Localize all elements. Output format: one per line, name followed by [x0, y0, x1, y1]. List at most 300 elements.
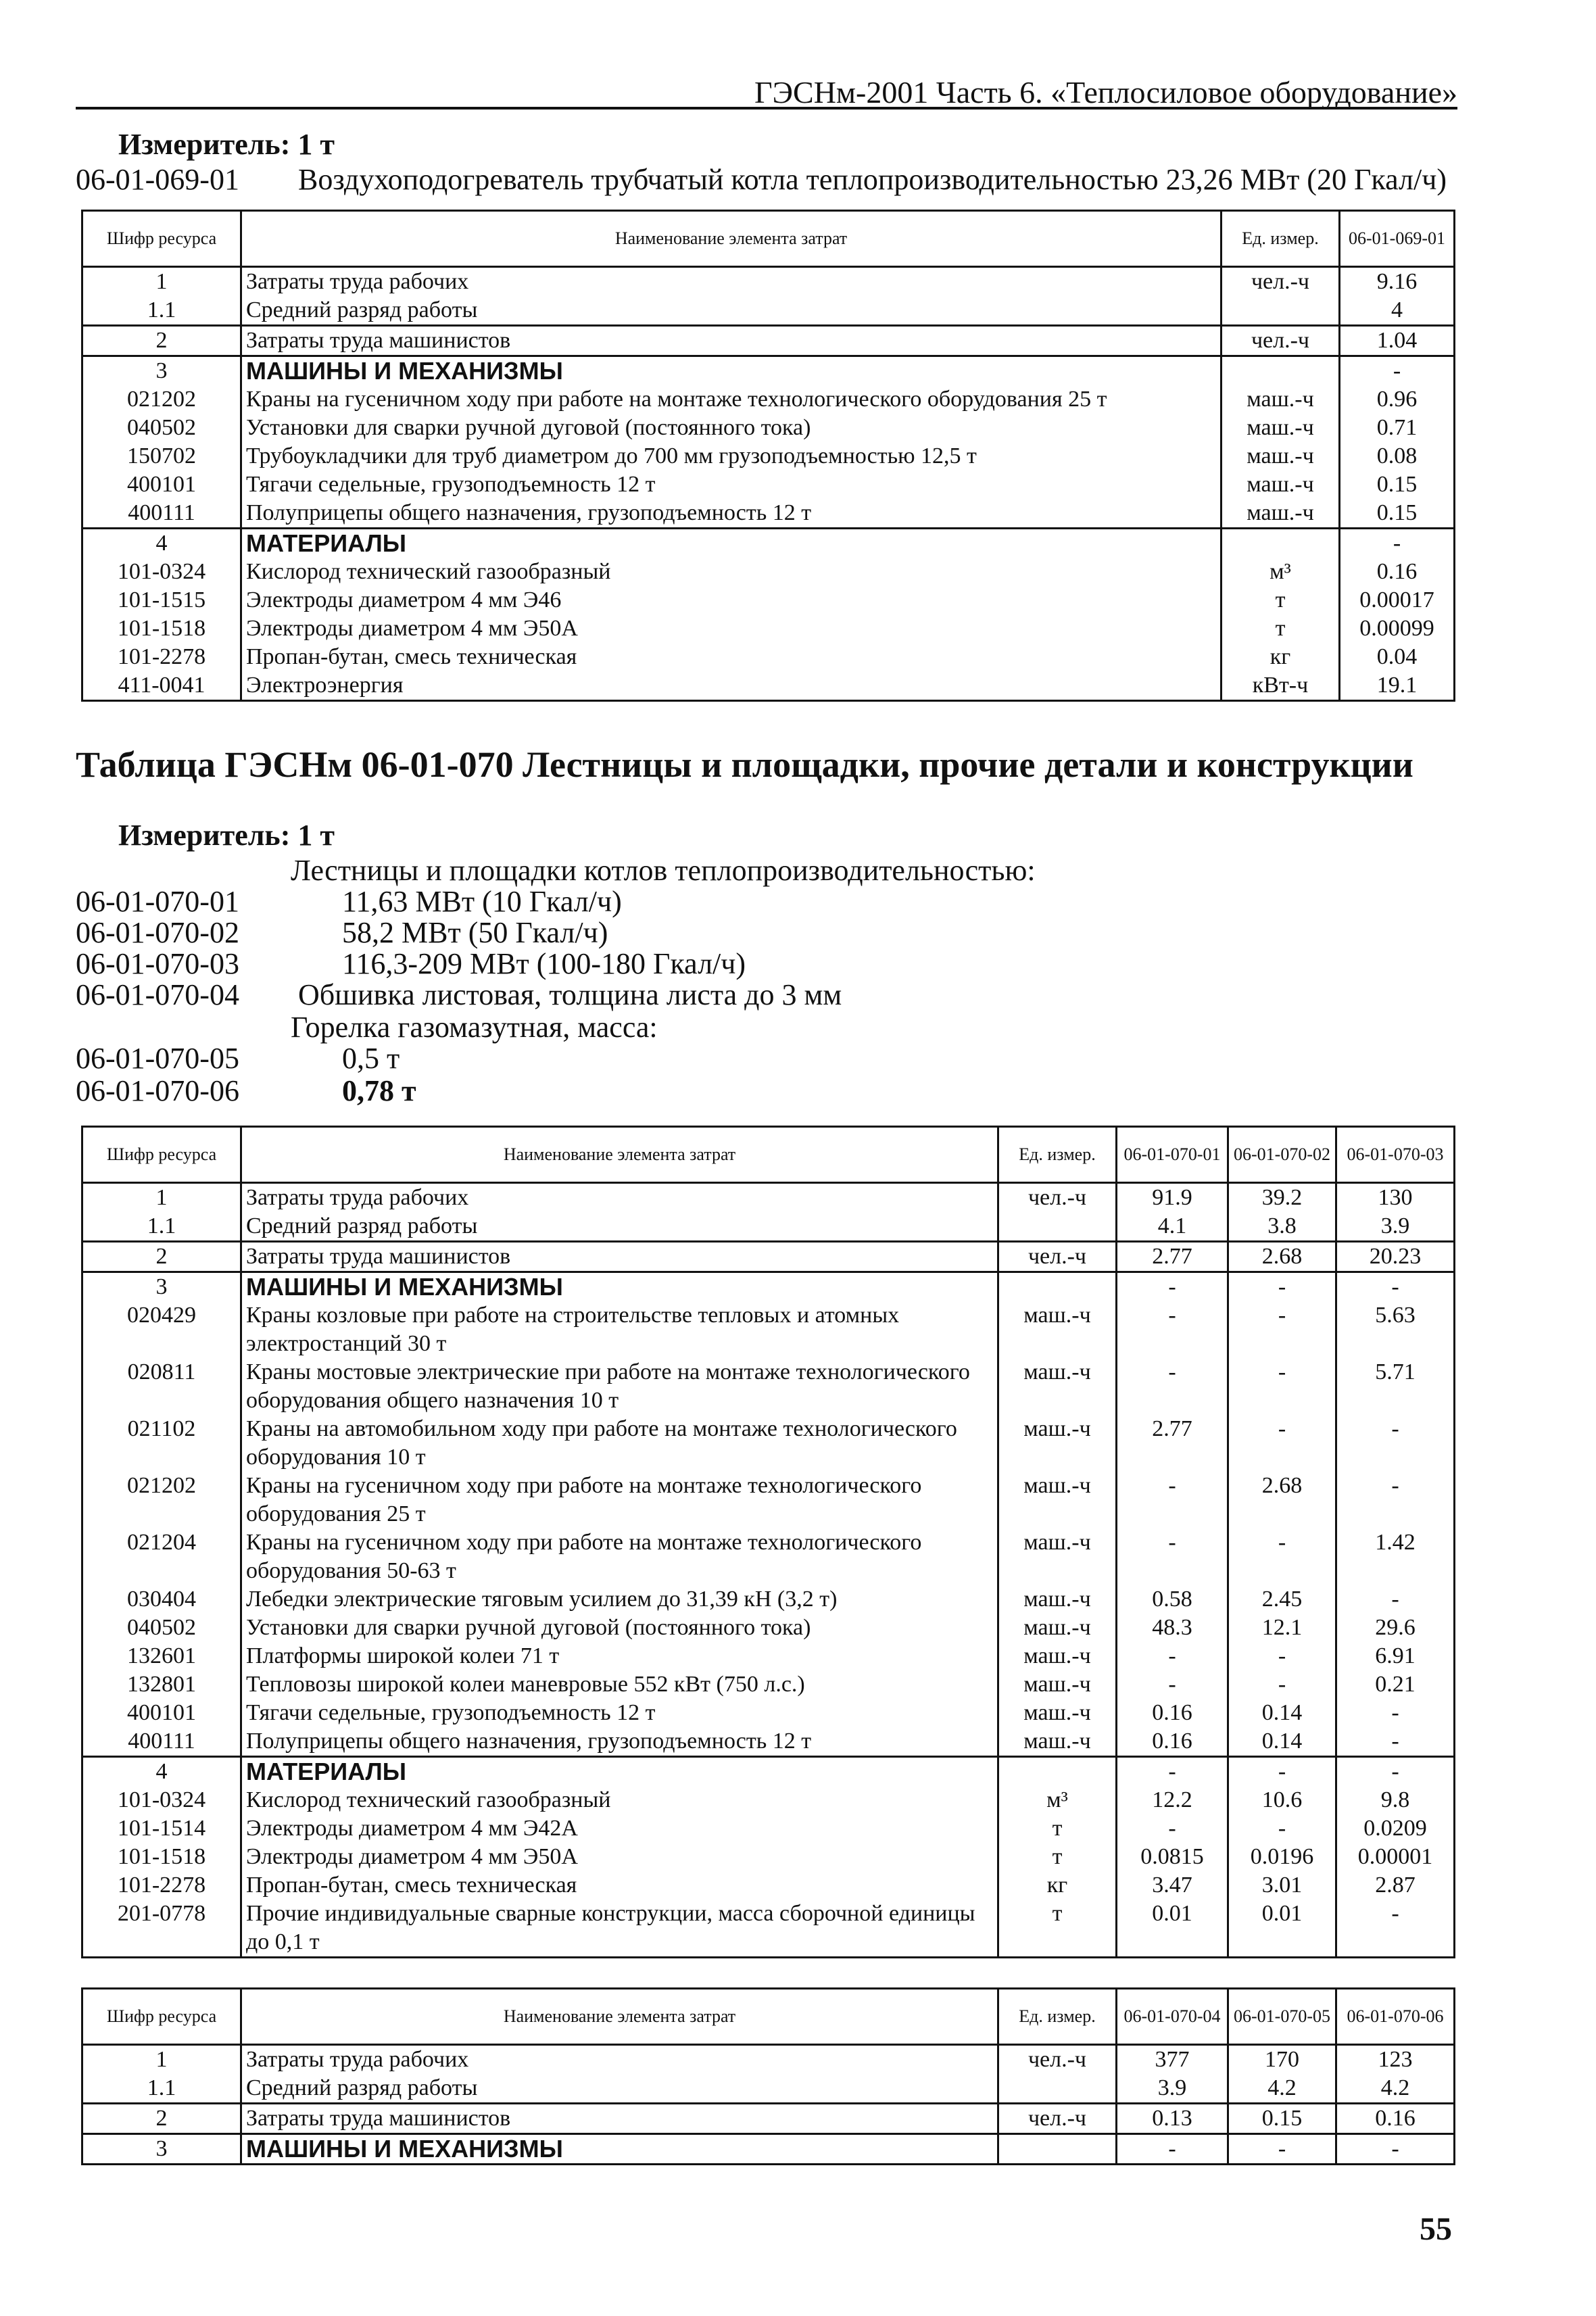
resource-code: 132601	[82, 1642, 241, 1670]
value-cell: -	[1117, 1358, 1228, 1415]
value-cell: 5.71	[1336, 1358, 1455, 1415]
resource-name: Кислород технический газообразный	[241, 1786, 998, 1814]
value-cell: 9.8	[1336, 1786, 1455, 1814]
value-cell: -	[1228, 1528, 1336, 1585]
value-cell: -	[1117, 2134, 1228, 2165]
resource-code: 021102	[82, 1415, 241, 1472]
value-cell: -	[1336, 1472, 1455, 1528]
resource-code: 101-1514	[82, 1814, 241, 1843]
norm-code: 06-01-070-04	[76, 978, 239, 1011]
resource-name: Пропан-бутан, смесь техническая	[241, 1871, 998, 1900]
unit-cell: маш.-ч	[998, 1358, 1117, 1415]
resource-code: 4	[82, 529, 241, 558]
value-cell: 0.14	[1228, 1727, 1336, 1757]
unit-cell	[998, 1272, 1117, 1302]
resource-name: Средний разряд работы	[241, 1212, 998, 1242]
unit-cell: маш.-ч	[1222, 471, 1340, 499]
value-cell: -	[1336, 1585, 1455, 1614]
table-row	[82, 1212, 1455, 1242]
value-cell: 0.0815	[1117, 1843, 1228, 1871]
value-cell: 2.45	[1228, 1585, 1336, 1614]
value-cell: 0.16	[1340, 558, 1455, 586]
resource-code: 2	[82, 1242, 241, 1272]
table-row	[82, 1415, 1455, 1472]
resource-name: Краны козловые при работе на строительстве тепловых и атомных электростанций 30 т	[241, 1301, 998, 1358]
value-cell: 4.2	[1228, 2074, 1336, 2104]
resource-name: Краны на гусеничном ходу при работе на монтаже технологического оборудования 50-63 т	[241, 1528, 998, 1585]
resource-name: Тягачи седельные, грузоподъемность 12 т	[241, 471, 1222, 499]
value-cell: 0.00017	[1340, 586, 1455, 614]
norm-line	[76, 884, 622, 919]
resource-code: 2	[82, 326, 241, 356]
norm-code: 06-01-070-01	[76, 885, 239, 918]
resource-code: 020811	[82, 1358, 241, 1415]
table-row	[82, 296, 1455, 326]
resource-name: Платформы широкой колеи 71 т	[241, 1642, 998, 1670]
unit-cell: т	[998, 1843, 1117, 1871]
table-row	[82, 558, 1455, 586]
value-cell: 20.23	[1336, 1242, 1455, 1272]
norm-line	[76, 1041, 400, 1076]
norm-description: 0,78 т	[342, 1074, 416, 1107]
resource-code: 132801	[82, 1670, 241, 1699]
unit-cell: т	[998, 1814, 1117, 1843]
value-cell: -	[1228, 1358, 1336, 1415]
resource-code: 1.1	[82, 1212, 241, 1242]
measure-value: 1 т	[297, 128, 335, 161]
resource-code: 101-1518	[82, 1843, 241, 1871]
unit-cell: маш.-ч	[998, 1670, 1117, 1699]
col-header-unit: Ед. измер.	[998, 1127, 1117, 1183]
resource-name: Пропан-бутан, смесь техническая	[241, 643, 1222, 671]
norm-line	[76, 162, 1447, 197]
value-cell: 0.15	[1340, 499, 1455, 529]
unit-cell: т	[1222, 586, 1340, 614]
resource-name: Установки для сварки ручной дуговой (постоянного тока)	[241, 1614, 998, 1642]
col-header-norm: 06-01-070-04	[1117, 1989, 1228, 2045]
table-row	[82, 1843, 1455, 1871]
table-row	[82, 2104, 1455, 2134]
measure-line-1	[118, 127, 335, 162]
resource-name: Затраты труда рабочих	[241, 1183, 998, 1213]
value-cell: 377	[1117, 2045, 1228, 2075]
value-cell: 4.2	[1336, 2074, 1455, 2104]
table-row	[82, 1814, 1455, 1843]
resource-code: 101-1515	[82, 586, 241, 614]
col-header-code: Шифр ресурса	[82, 1989, 241, 2045]
measure-value: 1 т	[297, 819, 335, 852]
norm-code: 06-01-069-01	[76, 163, 239, 196]
unit-cell: чел.-ч	[998, 1183, 1117, 1213]
value-cell: -	[1228, 1814, 1336, 1843]
resource-name: Прочие индивидуальные сварные конструкции, масса сборочной единицы до 0,1 т	[241, 1900, 998, 1958]
unit-cell: чел.-ч	[1222, 326, 1340, 356]
unit-cell: чел.-ч	[1222, 267, 1340, 297]
value-cell: 19.1	[1340, 671, 1455, 701]
norm-description: 58,2 МВт (50 Гкал/ч)	[342, 916, 608, 949]
unit-cell: т	[1222, 614, 1340, 643]
page-number: 55	[1420, 2211, 1452, 2247]
resource-code: 2	[82, 2104, 241, 2134]
col-header-norm: 06-01-069-01	[1340, 211, 1455, 267]
resource-name: МАТЕРИАЛЫ	[241, 1757, 998, 1787]
value-cell: 123	[1336, 2045, 1455, 2075]
resource-name: Кислород технический газообразный	[241, 558, 1222, 586]
value-cell: -	[1117, 1814, 1228, 1843]
resource-name: Тягачи седельные, грузоподъемность 12 т	[241, 1699, 998, 1727]
resource-code: 020429	[82, 1301, 241, 1358]
unit-cell: маш.-ч	[998, 1642, 1117, 1670]
value-cell: -	[1336, 1727, 1455, 1757]
col-header-name: Наименование элемента затрат	[241, 1127, 998, 1183]
norm-description: 116,3-209 МВт (100-180 Гкал/ч)	[342, 947, 746, 980]
value-cell: 12.2	[1117, 1786, 1228, 1814]
value-cell: 6.91	[1336, 1642, 1455, 1670]
norm-description: Воздухоподогреватель трубчатый котла теплопроизводительностью 23,26 МВт (20 Гкал/ч)	[298, 163, 1447, 196]
norm-code: 06-01-070-03	[76, 947, 239, 980]
resource-name: Полуприцепы общего назначения, грузоподъемность 12 т	[241, 499, 1222, 529]
resource-name: Краны мостовые электрические при работе на монтаже технологического оборудования общего назначения 10 т	[241, 1358, 998, 1415]
resource-name: МАШИНЫ И МЕХАНИЗМЫ	[241, 356, 1222, 386]
value-cell: 0.15	[1228, 2104, 1336, 2134]
col-header-name: Наименование элемента затрат	[241, 211, 1222, 267]
value-cell: 0.08	[1340, 442, 1455, 471]
value-cell: 0.15	[1340, 471, 1455, 499]
resource-name: Затраты труда рабочих	[241, 2045, 998, 2075]
unit-cell: маш.-ч	[1222, 385, 1340, 414]
value-cell: -	[1117, 1472, 1228, 1528]
table-row	[82, 1670, 1455, 1699]
value-cell: -	[1228, 1301, 1336, 1358]
table-row	[82, 1358, 1455, 1415]
value-cell: 0.16	[1117, 1727, 1228, 1757]
resource-code: 400111	[82, 1727, 241, 1757]
resource-name: Краны на гусеничном ходу при работе на монтаже технологического оборудования 25 т	[241, 1472, 998, 1528]
table-row	[82, 1183, 1455, 1213]
value-cell: 3.8	[1228, 1212, 1336, 1242]
value-cell: 0.01	[1228, 1900, 1336, 1958]
value-cell: 0.13	[1117, 2104, 1228, 2134]
unit-cell: маш.-ч	[1222, 499, 1340, 529]
table-row	[82, 442, 1455, 471]
norm-line	[76, 946, 746, 981]
resource-code: 3	[82, 2134, 241, 2165]
value-cell: 3.9	[1336, 1212, 1455, 1242]
resource-name: МАТЕРИАЛЫ	[241, 529, 1222, 558]
resource-name: Полуприцепы общего назначения, грузоподъемность 12 т	[241, 1727, 998, 1757]
value-cell: 2.77	[1117, 1415, 1228, 1472]
measure-label: Измеритель:	[118, 128, 291, 161]
resource-code: 101-1518	[82, 614, 241, 643]
measure-label: Измеритель:	[118, 819, 291, 852]
resource-code: 1	[82, 267, 241, 297]
value-cell: 130	[1336, 1183, 1455, 1213]
value-cell: 3.01	[1228, 1871, 1336, 1900]
value-cell: -	[1228, 2134, 1336, 2165]
value-cell: 170	[1228, 2045, 1336, 2075]
unit-cell: маш.-ч	[1222, 442, 1340, 471]
value-cell: -	[1340, 356, 1455, 386]
col-header-norm: 06-01-070-06	[1336, 1989, 1455, 2045]
value-cell: 0.14	[1228, 1699, 1336, 1727]
value-cell: -	[1336, 1415, 1455, 1472]
unit-cell: м³	[998, 1786, 1117, 1814]
table-row	[82, 1699, 1455, 1727]
col-header-code: Шифр ресурса	[82, 211, 241, 267]
resource-code: 400111	[82, 499, 241, 529]
resource-code: 1.1	[82, 296, 241, 326]
value-cell: 2.77	[1117, 1242, 1228, 1272]
resource-name: Затраты труда машинистов	[241, 1242, 998, 1272]
unit-cell: маш.-ч	[998, 1727, 1117, 1757]
unit-cell	[998, 1212, 1117, 1242]
section-row	[82, 1272, 1455, 1302]
resource-table-3	[81, 1987, 1455, 2165]
value-cell: 2.87	[1336, 1871, 1455, 1900]
resource-table-1	[81, 210, 1455, 702]
value-cell: 91.9	[1117, 1183, 1228, 1213]
resource-code: 040502	[82, 1614, 241, 1642]
resource-name: Затраты труда рабочих	[241, 267, 1222, 297]
resource-name: Тепловозы широкой колеи маневровые 552 кВт (750 л.с.)	[241, 1670, 998, 1699]
value-cell: 0.71	[1340, 414, 1455, 442]
value-cell: -	[1340, 529, 1455, 558]
table-row	[82, 1900, 1455, 1958]
unit-cell	[998, 2074, 1117, 2104]
table-row	[82, 1242, 1455, 1272]
resource-code: 201-0778	[82, 1900, 241, 1958]
resource-code: 150702	[82, 442, 241, 471]
unit-cell: маш.-ч	[998, 1472, 1117, 1528]
resource-code: 101-0324	[82, 558, 241, 586]
resource-name: Средний разряд работы	[241, 296, 1222, 326]
value-cell: -	[1336, 1272, 1455, 1302]
value-cell: -	[1117, 1272, 1228, 1302]
table-row	[82, 1614, 1455, 1642]
col-header-norm: 06-01-070-03	[1336, 1127, 1455, 1183]
value-cell: -	[1336, 1900, 1455, 1958]
measure-line-2	[118, 818, 335, 852]
resource-table-2	[81, 1126, 1455, 1958]
unit-cell: чел.-ч	[998, 2104, 1117, 2134]
value-cell: 0.58	[1117, 1585, 1228, 1614]
unit-cell: м³	[1222, 558, 1340, 586]
col-header-name: Наименование элемента затрат	[241, 1989, 998, 2045]
col-header-norm: 06-01-070-05	[1228, 1989, 1336, 2045]
value-cell: 3.47	[1117, 1871, 1228, 1900]
resource-name: Краны на автомобильном ходу при работе на монтаже технологического оборудования 10 т	[241, 1415, 998, 1472]
table-row	[82, 2045, 1455, 2075]
value-cell: 0.0196	[1228, 1843, 1336, 1871]
table-row	[82, 643, 1455, 671]
unit-cell: кг	[1222, 643, 1340, 671]
value-cell: 9.16	[1340, 267, 1455, 297]
unit-cell: кВт-ч	[1222, 671, 1340, 701]
table-row	[82, 1472, 1455, 1528]
norm-code: 06-01-070-05	[76, 1042, 239, 1075]
value-cell: -	[1228, 1272, 1336, 1302]
col-header-unit: Ед. измер.	[1222, 211, 1340, 267]
subtitle-ladders: Лестницы и площадки котлов теплопроизводительностью:	[291, 854, 1036, 887]
unit-cell: чел.-ч	[998, 1242, 1117, 1272]
table-row	[82, 1786, 1455, 1814]
unit-cell	[1222, 296, 1340, 326]
resource-name: Трубоукладчики для труб диаметром до 700 мм грузоподъемностью 12,5 т	[241, 442, 1222, 471]
value-cell: 5.63	[1336, 1301, 1455, 1358]
resource-code: 400101	[82, 1699, 241, 1727]
norm-code: 06-01-070-06	[76, 1074, 239, 1107]
value-cell: 39.2	[1228, 1183, 1336, 1213]
resource-code: 1.1	[82, 2074, 241, 2104]
value-cell: -	[1228, 1642, 1336, 1670]
unit-cell: чел.-ч	[998, 2045, 1117, 2075]
resource-name: МАШИНЫ И МЕХАНИЗМЫ	[241, 2134, 998, 2165]
value-cell: 0.16	[1336, 2104, 1455, 2134]
value-cell: 0.96	[1340, 385, 1455, 414]
resource-code: 030404	[82, 1585, 241, 1614]
value-cell: 1.42	[1336, 1528, 1455, 1585]
resource-code: 021204	[82, 1528, 241, 1585]
section-row	[82, 2134, 1455, 2165]
resource-name: Лебедки электрические тяговым усилием до 31,39 кН (3,2 т)	[241, 1585, 998, 1614]
value-cell: 0.16	[1117, 1699, 1228, 1727]
unit-cell: маш.-ч	[998, 1699, 1117, 1727]
value-cell: 29.6	[1336, 1614, 1455, 1642]
table-title: Таблица ГЭСНм 06-01-070 Лестницы и площадки, прочие детали и конструкции	[76, 744, 1413, 785]
unit-cell	[1222, 356, 1340, 386]
unit-cell: маш.-ч	[1222, 414, 1340, 442]
running-header: ГЭСНм-2001 Часть 6. «Теплосиловое оборудование»	[754, 75, 1457, 110]
resource-name: Затраты труда машинистов	[241, 326, 1222, 356]
table-row	[82, 614, 1455, 643]
table-row	[82, 267, 1455, 297]
section-row	[82, 356, 1455, 386]
resource-name: Электроды диаметром 4 мм Э46	[241, 586, 1222, 614]
resource-code: 101-0324	[82, 1786, 241, 1814]
value-cell: 0.00001	[1336, 1843, 1455, 1871]
resource-code: 3	[82, 1272, 241, 1302]
resource-code: 101-2278	[82, 643, 241, 671]
value-cell: -	[1336, 1699, 1455, 1727]
table-row	[82, 414, 1455, 442]
value-cell: 10.6	[1228, 1786, 1336, 1814]
col-header-unit: Ед. измер.	[998, 1989, 1117, 2045]
unit-cell: маш.-ч	[998, 1528, 1117, 1585]
resource-name: Электроэнергия	[241, 671, 1222, 701]
value-cell: 4	[1340, 296, 1455, 326]
col-header-norm: 06-01-070-01	[1117, 1127, 1228, 1183]
table-row	[82, 586, 1455, 614]
resource-code: 4	[82, 1757, 241, 1787]
resource-code: 1	[82, 1183, 241, 1213]
value-cell: -	[1117, 1528, 1228, 1585]
value-cell: 2.68	[1228, 1242, 1336, 1272]
resource-name: Затраты труда машинистов	[241, 2104, 998, 2134]
value-cell: -	[1228, 1415, 1336, 1472]
unit-cell	[1222, 529, 1340, 558]
table-row	[82, 385, 1455, 414]
resource-name: Электроды диаметром 4 мм Э50А	[241, 614, 1222, 643]
resource-name: Установки для сварки ручной дуговой (постоянного тока)	[241, 414, 1222, 442]
resource-name: Электроды диаметром 4 мм Э50А	[241, 1843, 998, 1871]
value-cell: 0.01	[1117, 1900, 1228, 1958]
value-cell: 48.3	[1117, 1614, 1228, 1642]
value-cell: 0.04	[1340, 643, 1455, 671]
table-row	[82, 2074, 1455, 2104]
unit-cell: маш.-ч	[998, 1301, 1117, 1358]
subtitle-burner: Горелка газомазутная, масса:	[291, 1011, 658, 1044]
value-cell: -	[1117, 1670, 1228, 1699]
norm-code: 06-01-070-02	[76, 916, 239, 949]
section-row	[82, 1757, 1455, 1787]
col-header-code: Шифр ресурса	[82, 1127, 241, 1183]
unit-cell: т	[998, 1900, 1117, 1958]
value-cell: 3.9	[1117, 2074, 1228, 2104]
norm-line	[76, 915, 608, 950]
table-row	[82, 471, 1455, 499]
value-cell: -	[1117, 1757, 1228, 1787]
resource-name: Краны на гусеничном ходу при работе на монтаже технологического оборудования 25 т	[241, 385, 1222, 414]
value-cell: -	[1228, 1670, 1336, 1699]
value-cell: -	[1228, 1757, 1336, 1787]
value-cell: 2.68	[1228, 1472, 1336, 1528]
header-rule	[76, 107, 1457, 110]
unit-cell: маш.-ч	[998, 1585, 1117, 1614]
value-cell: -	[1117, 1642, 1228, 1670]
value-cell: 1.04	[1340, 326, 1455, 356]
unit-cell: кг	[998, 1871, 1117, 1900]
resource-code: 040502	[82, 414, 241, 442]
table-row	[82, 1585, 1455, 1614]
table-row	[82, 1528, 1455, 1585]
resource-code: 021202	[82, 1472, 241, 1528]
table-row	[82, 326, 1455, 356]
table-row	[82, 1871, 1455, 1900]
table-row	[82, 499, 1455, 529]
unit-cell: маш.-ч	[998, 1614, 1117, 1642]
table-row	[82, 671, 1455, 701]
value-cell: 0.0209	[1336, 1814, 1455, 1843]
table-row	[82, 1727, 1455, 1757]
unit-cell	[998, 2134, 1117, 2165]
value-cell: -	[1336, 2134, 1455, 2165]
norm-description: 0,5 т	[342, 1042, 400, 1075]
resource-code: 1	[82, 2045, 241, 2075]
norm-line	[76, 978, 842, 1012]
unit-cell	[998, 1757, 1117, 1787]
value-cell: -	[1117, 1301, 1228, 1358]
norm-line	[76, 1073, 416, 1108]
resource-code: 3	[82, 356, 241, 386]
value-cell: -	[1336, 1757, 1455, 1787]
norm-description: 11,63 МВт (10 Гкал/ч)	[342, 885, 622, 918]
resource-name: Средний разряд работы	[241, 2074, 998, 2104]
resource-name: Электроды диаметром 4 мм Э42А	[241, 1814, 998, 1843]
unit-cell: маш.-ч	[998, 1415, 1117, 1472]
value-cell: 0.00099	[1340, 614, 1455, 643]
resource-code: 411-0041	[82, 671, 241, 701]
resource-code: 101-2278	[82, 1871, 241, 1900]
table-row	[82, 1301, 1455, 1358]
norm-description: Обшивка листовая, толщина листа до 3 мм	[298, 978, 842, 1011]
resource-code: 021202	[82, 385, 241, 414]
resource-name: МАШИНЫ И МЕХАНИЗМЫ	[241, 1272, 998, 1302]
value-cell: 4.1	[1117, 1212, 1228, 1242]
section-row	[82, 529, 1455, 558]
resource-code: 400101	[82, 471, 241, 499]
value-cell: 0.21	[1336, 1670, 1455, 1699]
table-row	[82, 1642, 1455, 1670]
